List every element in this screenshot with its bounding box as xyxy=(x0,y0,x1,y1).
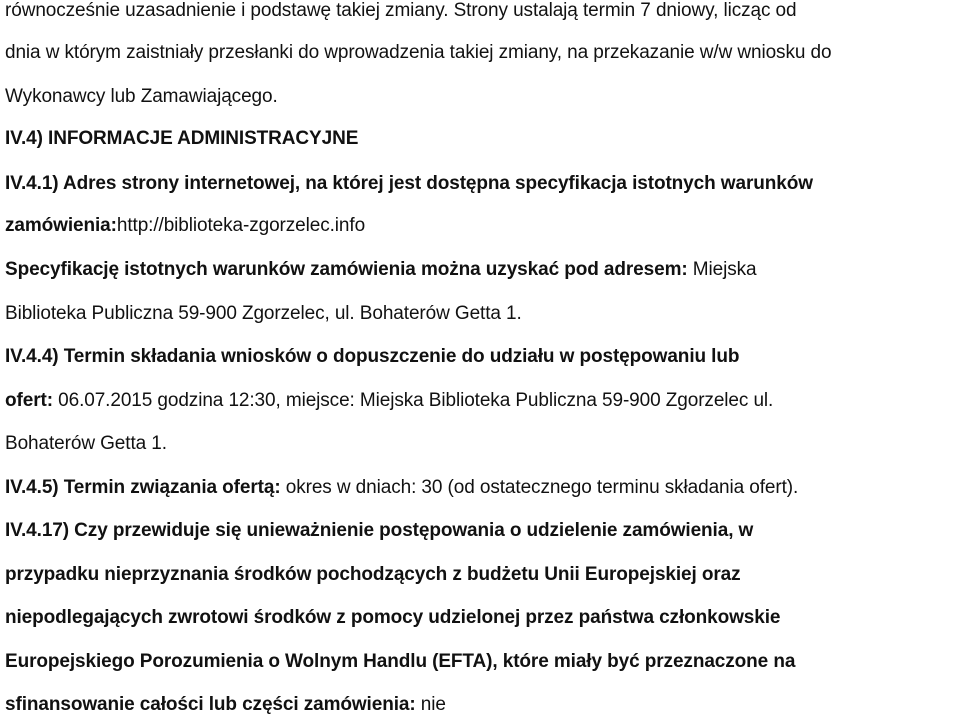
field-label: Specyfikację istotnych warunków zamówienia można uzyskać pod adresem: xyxy=(5,259,688,280)
field-value: Biblioteka Publiczna 59-900 Zgorzelec, ul. Bohaterów Getta 1. xyxy=(5,303,522,324)
field-label: sfinansowanie całości lub części zamówienia: xyxy=(5,694,416,715)
body-text: dnia w którym zaistniały przesłanki do wprowadzenia takiej zmiany, na przekazanie w/w wniosku do xyxy=(5,42,832,63)
field-label: przypadku nieprzyznania środków pochodzących z budżetu Unii Europejskiej oraz xyxy=(5,564,741,585)
field-value: 06.07.2015 godzina 12:30, miejsce: Miejska Biblioteka Publiczna 59-900 Zgorzelec ul. xyxy=(52,390,774,411)
field-label: IV.4.1) Adres strony internetowej, na której jest dostępna specyfikacja istotnych warunków xyxy=(5,173,813,194)
paragraph-line xyxy=(5,346,739,368)
paragraph-line xyxy=(5,477,798,499)
paragraph-line xyxy=(5,42,831,64)
field-label: Europejskiego Porozumienia o Wolnym Handlu (EFTA), które miały być przeznaczone na xyxy=(5,651,796,672)
field-label: IV.4.17) Czy przewiduje się unieważnienie postępowania o udzielenie zamówienia, w xyxy=(5,520,754,541)
paragraph-line xyxy=(5,0,796,22)
paragraph-line xyxy=(5,520,753,542)
section-heading xyxy=(5,128,358,150)
field-value: Bohaterów Getta 1. xyxy=(5,433,167,454)
paragraph-line xyxy=(5,173,813,195)
paragraph-line xyxy=(5,390,773,412)
body-text: Wykonawcy lub Zamawiającego. xyxy=(5,86,278,107)
paragraph-line xyxy=(5,215,365,237)
section-heading-text: IV.4) INFORMACJE ADMINISTRACYJNE xyxy=(5,128,359,149)
field-value: okres w dniach: 30 (od ostatecznego terminu składania ofert). xyxy=(280,477,799,498)
paragraph-line xyxy=(5,651,795,673)
paragraph-line xyxy=(5,259,757,281)
field-label: zamówienia: xyxy=(5,215,117,236)
field-label: ofert: xyxy=(5,390,53,411)
field-label: IV.4.4) Termin składania wniosków o dopuszczenie do udziału w postępowaniu lub xyxy=(5,346,740,367)
field-label: IV.4.5) Termin związania ofertą: xyxy=(5,477,281,498)
paragraph-line xyxy=(5,564,741,586)
field-label: niepodlegających zwrotowi środków z pomocy udzielonej przez państwa członkowskie xyxy=(5,607,781,628)
field-value: Miejska xyxy=(687,259,757,280)
paragraph-line xyxy=(5,607,780,629)
paragraph-line xyxy=(5,694,446,716)
body-text: równocześnie uzasadnienie i podstawę takiej zmiany. Strony ustalają termin 7 dniowy, licząc od xyxy=(5,0,797,21)
paragraph-line xyxy=(5,433,167,455)
paragraph-line xyxy=(5,86,278,108)
field-value: nie xyxy=(415,694,446,715)
website-url: http://biblioteka-zgorzelec.info xyxy=(116,215,366,236)
paragraph-line xyxy=(5,303,522,325)
